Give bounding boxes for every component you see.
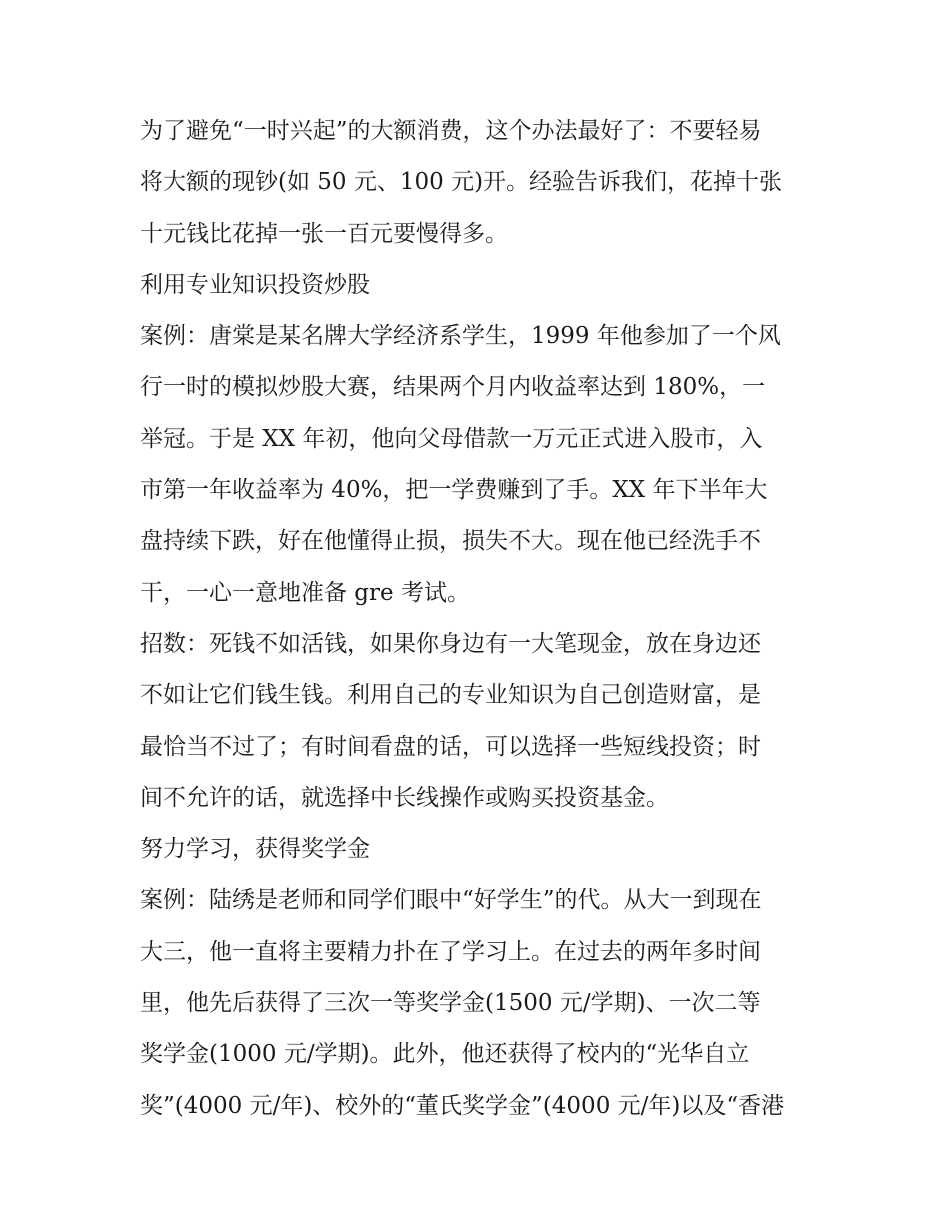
text-line: 盘持续下跌，好在他懂得止损，损失不大。现在他已经洗手不 <box>140 528 761 555</box>
section-heading: 利用专业知识投资炒股 <box>140 271 370 298</box>
text-line: 为了避免“一时兴起”的大额消费，这个办法最好了：不要轻易 <box>140 118 762 144</box>
text-line: 十元钱比花掉一张一百元要慢得多。 <box>140 220 508 247</box>
text-line: 案例：唐棠是某名牌大学经济系学生，1999 年他参加了一个风 <box>140 323 781 350</box>
text-line: 案例：陆绣是老师和同学们眼中“好学生”的代。从大一到现在 <box>140 887 762 914</box>
document-body <box>140 106 812 1132</box>
text-line: 不如让它们钱生钱。利用自己的专业知识为自己创造财富，是 <box>140 682 761 709</box>
text-line: 市第一年收益率为 40%，把一学费赚到了手。XX 年下半年大 <box>140 477 768 504</box>
text-line: 里，他先后获得了三次一等奖学金(1500 元/学期)、一次二等 <box>140 990 761 1017</box>
text-line: 间不允许的话，就选择中长线操作或购买投资基金。 <box>140 784 669 811</box>
text-line: 举冠。于是 XX 年初，他向父母借款一万元正式进入股市，入 <box>140 425 763 452</box>
text-line: 奖学金(1000 元/学期)。此外，他还获得了校内的“光华自立 <box>140 1041 750 1068</box>
text-line: 奖”(4000 元/年)、校外的“董氏奖学金”(4000 元/年)以及“香港 <box>140 1092 785 1119</box>
text-line: 将大额的现钞(如 50 元、100 元)开。经验告诉我们，花掉十张 <box>140 169 783 196</box>
text-line: 招数：死钱不如活钱，如果你身边有一大笔现金，放在身边还 <box>140 630 761 657</box>
text-line: 大三，他一直将主要精力扑在了学习上。在过去的两年多时间 <box>140 938 761 965</box>
section-heading: 努力学习，获得奖学金 <box>140 836 370 863</box>
text-line: 最恰当不过了；有时间看盘的话，可以选择一些短线投资；时 <box>140 733 761 760</box>
text-line: 干，一心一意地准备 gre 考试。 <box>140 579 470 606</box>
text-line: 行一时的模拟炒股大赛，结果两个月内收益率达到 180%，一 <box>140 374 766 401</box>
